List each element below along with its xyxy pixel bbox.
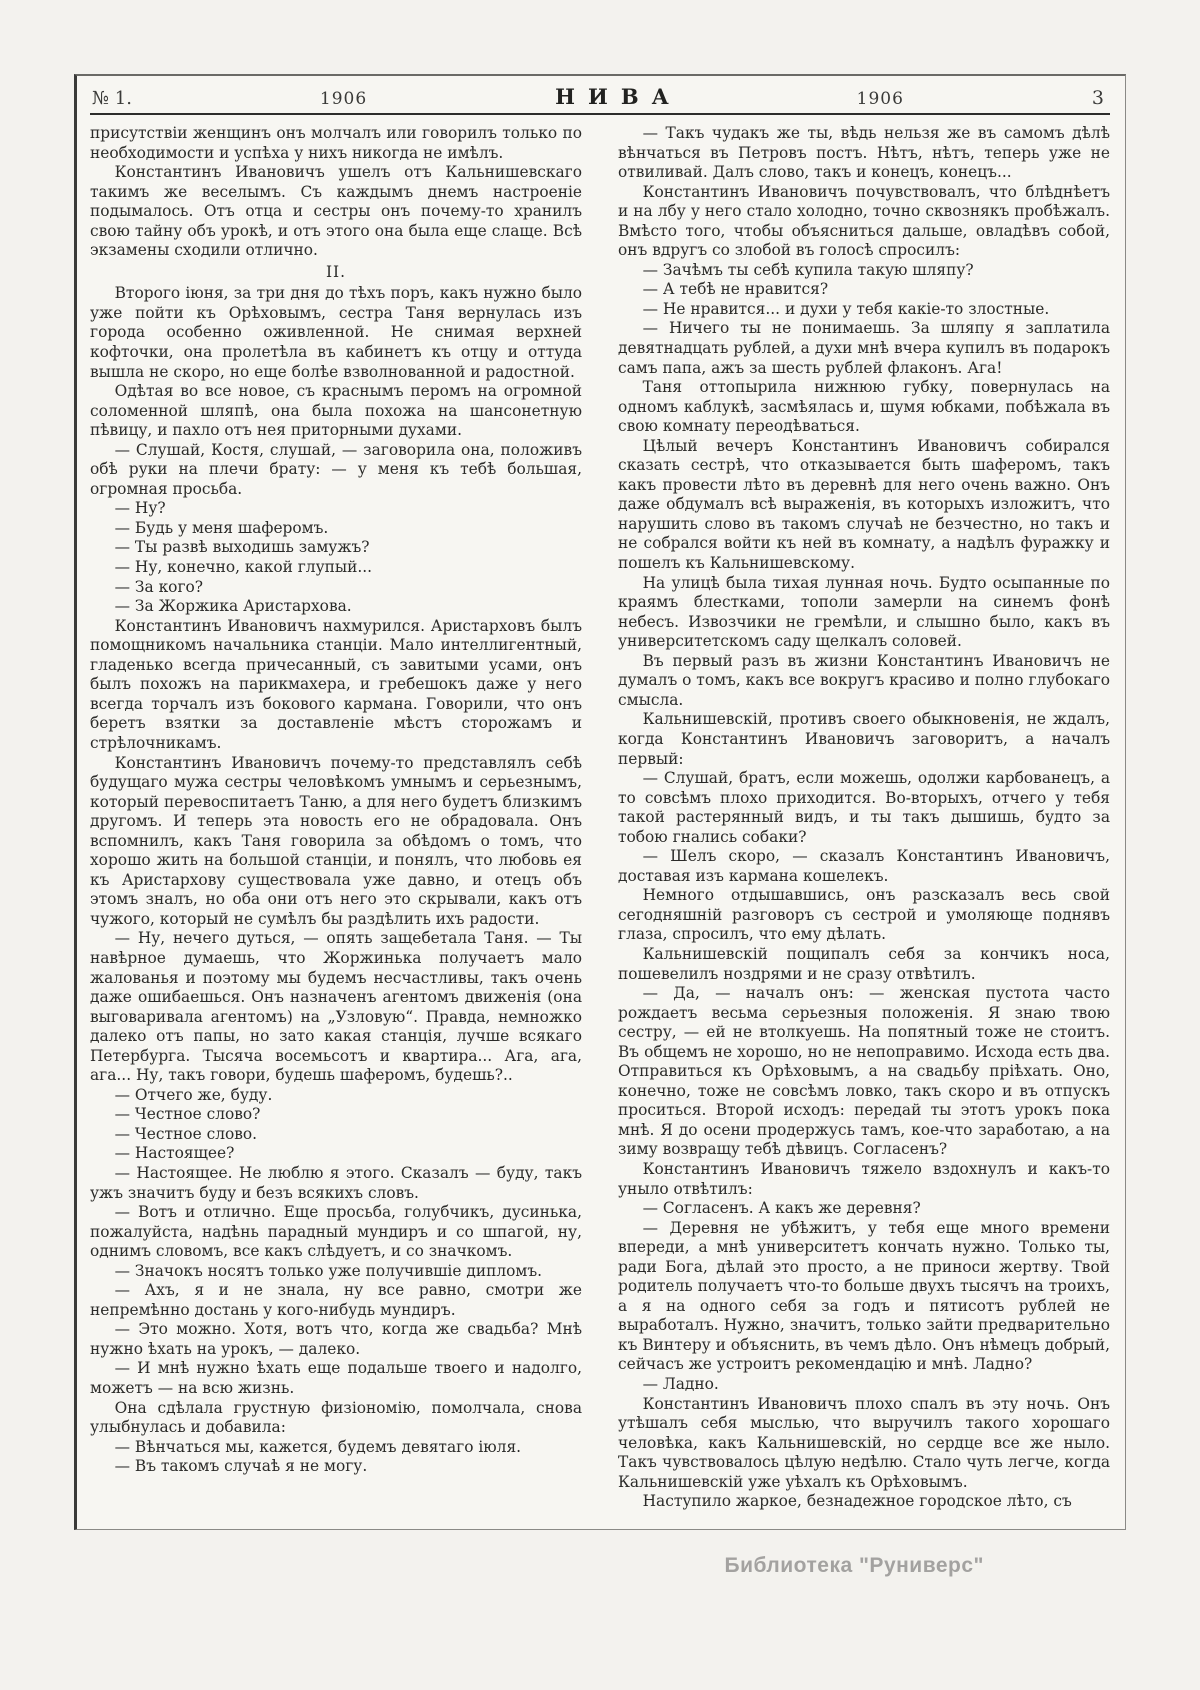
paragraph: Константинъ Ивановичъ плохо спалъ въ эту ночь. Онъ утѣшалъ себя мыслью, что выручилъ такого хорошаго человѣка, какъ Кальнишевскій, но сердце все же ныло. Такъ чувствовалось цѣлую недѣлю. Стало чуть легче, когда Кальнишевскій уже уѣхалъ къ Орѣховымъ. [618, 1394, 1110, 1491]
paragraph: — Ладно. [642, 1375, 719, 1393]
paragraph: — Настоящее. Не люблю я этого. Сказалъ — буду, такъ ужъ значитъ буду и безъ всякихъ словъ. [90, 1163, 582, 1202]
paragraph: — Это можно. Хотя, вотъ что, когда же свадьба? Мнѣ нужно ѣхать на урокъ, — далеко. [90, 1320, 582, 1358]
paragraph: Константинъ Ивановичъ ушелъ отъ Кальнишевскаго такимъ же веселымъ. Съ каждымъ днемъ настроеніе подымалось. Отъ отца и сестры онъ почему-то хранилъ свою тайну объ урокѣ, и отъ этого она была еще слаще. Всѣ экзамены сходили отлично. [90, 163, 582, 260]
paragraph: Немного отдышавшись, онъ разсказалъ весь свой сегодняшній разговоръ съ сестрой и умоляюще поднявъ глаза, спросилъ, что ему дѣлать. [618, 886, 1110, 944]
paragraph: Цѣлый вечеръ Константинъ Ивановичъ собирался сказать сестрѣ, что отказывается быть шаферомъ, такъ какъ провести лѣто въ деревнѣ для него очень важно. Онъ даже обдумалъ всѣ выраженія, въ которыхъ изложитъ, что нарушить слово въ такомъ случаѣ не безчестно, но такъ и не собрался войти къ ней въ комнату, а надѣлъ фуражку и пошелъ къ Кальнишевскому. [618, 436, 1110, 573]
paragraph: — Зачѣмъ ты себѣ купила такую шляпу? [642, 260, 974, 279]
paragraph: — Да, — началъ онъ: — женская пустота часто рождаетъ весьма серьезныя положенія. Я знаю твою сестру, — ей не втолкуешь. На попятный тоже не стоитъ. Въ общемъ не хорошо, но не непоправимо. Исхода есть два. Отправиться къ Орѣховымъ, а на свадьбу пріѣхать. Оно, конечно, тоже не совсѣмъ ловко, такъ скоро и въ отпускъ проситься. Второй исходъ: передай ты этотъ урокъ пока мнѣ. Я до осени продержусь тамъ, кое-что заработаю, а на зиму возвращу тебѣ дѣвицъ. Согласенъ? [618, 984, 1110, 1159]
page-number: 3 [1091, 87, 1104, 109]
paragraph: Одѣтая во все новое, съ краснымъ перомъ на огромной соломенной шляпѣ, она была похожа на шансонетную пѣвицу, и пахло отъ нея приторными духами. [90, 382, 582, 440]
issue-number: № 1. [92, 88, 132, 109]
paragraph: — А тебѣ не нравится? [642, 280, 829, 299]
paragraph: — Ну, конечно, какой глупый... [114, 558, 373, 577]
paragraph: На улицѣ была тихая лунная ночь. Будто осыпанные по краямъ блестками, тополи замерли на синемъ фонѣ небесъ. Извозчики не гремѣли, и слышно было, какъ въ университетскомъ саду щелкалъ соловей. [618, 573, 1110, 651]
paragraph: — Согласенъ. А какъ же деревня? [642, 1199, 921, 1218]
paragraph: — Отчего же, буду. [114, 1085, 273, 1104]
header-year-right: 1906 [856, 89, 904, 109]
paragraph: — Деревня не убѣжитъ, у тебя еще много времени впереди, а мнѣ университетъ кончать нужно. Только ты, ради Бога, дѣлай это просто, а не приноси жертву. Твой родитель получаетъ что-то больше двухъ тысячъ на троихъ, а я на одного себя за годъ и пятисотъ рублей не выработалъ. Нужно, значитъ, только зайти предварительно къ Винтеру и объяснить, въ чемъ дѣло. Онъ нѣмецъ добрый, сейчасъ же устроитъ рекомендацію и мнѣ. Ладно? [618, 1218, 1110, 1374]
section-heading: II. [325, 262, 347, 281]
left-column [90, 124, 582, 1512]
paragraph: Кальнишевскій пощипалъ себя за кончикъ носа, пошевелилъ ноздрями и не сразу отвѣтилъ. [618, 944, 1110, 983]
paragraph: Константинъ Ивановичъ нахмурился. Аристарховъ былъ помощникомъ начальника станціи. Мало интеллигентный, гладенько всегда причесанный, съ завитыми усами, онъ былъ похожъ на парикмахера, и гребешокъ даже у него всегда торчалъ изъ бокового кармана. Говорили, что онъ беретъ взятки за доставленіе мѣстъ сторожамъ и стрѣлочникамъ. [90, 616, 582, 752]
paragraph: Константинъ Ивановичъ почему-то представлялъ себѣ будущаго мужа сестры человѣкомъ умнымъ и серьезнымъ, который перевоспитаетъ Таню, а для него будетъ близкимъ другомъ. И теперь эта новость его не обрадовала. Онъ вспомнилъ, какъ Таня говорила за обѣдомъ о томъ, что хорошо жить на большой станціи, и понялъ, что любовь ея къ Аристархову существовала уже давно, и отецъ объ этомъ зналъ, но оба они отъ него это скрывали, какъ отъ чужого, который не сумѣлъ бы раздѣлить ихъ радости. [90, 753, 582, 928]
paragraph: Кальнишевскій, противъ своего обыкновенія, не ждалъ, когда Константинъ Ивановичъ заговоритъ, а началъ первый: [618, 710, 1110, 768]
paragraph: — Значокъ носятъ только уже получившіе дипломъ. [114, 1261, 543, 1280]
paragraph: — Честное слово. [114, 1124, 258, 1143]
paragraph: — Ну, нечего дуться, — опять защебетала Таня. — Ты навѣрное думаешь, что Жоржинька получаетъ мало жалованья и поэтому мы будемъ несчастливы, такъ очень даже ошибаешься. Онъ назначенъ агентомъ движенія (она выговаривала агентомъ) на „Узловую“. Правда, немножко далеко отъ папы, но зато какая станція, лучше всякаго Петербурга. Тысяча восемьсотъ и квартира... Ага, ага, ага... Ну, такъ говори, будешь шаферомъ, будешь?.. [90, 929, 582, 1085]
paragraph: — За Жоржика Аристархова. [114, 597, 352, 616]
paragraph: Константинъ Ивановичъ почувствовалъ, что блѣднѣетъ и на лбу у него стало холодно, точно сквознякъ пробѣжалъ. Вмѣсто того, чтобы объясниться дальше, овладѣвъ собой, онъ вдругъ со злобой въ голосѣ спросилъ: [618, 182, 1110, 260]
paragraph: — Шелъ скоро, — сказалъ Константинъ Ивановичъ, доставая изъ кармана кошелекъ. [618, 847, 1110, 885]
paragraph: — Ну? [114, 499, 166, 518]
paragraph: — Такъ чудакъ же ты, вѣдь нельзя же въ самомъ дѣлѣ вѣнчаться въ Петровъ постъ. Нѣтъ, нѣтъ, теперь уже не отвиливай. Далъ слово, такъ и конецъ, конецъ... [618, 124, 1110, 182]
paragraph: Въ первый разъ въ жизни Константинъ Ивановичъ не думалъ о томъ, какъ все вокругъ красиво и полно глубокаго смысла. [618, 651, 1110, 709]
header-rule [90, 113, 1110, 115]
header-year-left: 1906 [319, 89, 368, 109]
paragraph: — Вотъ и отлично. Еще просьба, голубчикъ, дусинька, пожалуйста, надѣнь парадный мундиръ и со шпагой, ну, однимъ словомъ, все какъ слѣдуетъ, и со значкомъ. [90, 1203, 582, 1261]
magazine-title: НИВА [555, 84, 682, 109]
paragraph: — Слушай, братъ, если можешь, одолжи карбованецъ, а то совсѣмъ плохо приходится. Во-вторыхъ, отчего у тебя такой растерянный видъ, и ты такъ дышишь, будто за тобою гнались собаки? [618, 769, 1110, 846]
paragraph: — Въ такомъ случаѣ я не могу. [114, 1457, 368, 1476]
paragraph: — Ахъ, я и не знала, ну все равно, смотри же непремѣнно достань у кого-нибудь мундиръ. [90, 1281, 582, 1319]
right-column [618, 124, 1110, 1512]
paragraph: — И мнѣ нужно ѣхать еще подальше твоего и надолго, можетъ — на всю жизнь. [90, 1359, 582, 1397]
library-watermark: Библиотека "Руниверс" [724, 1554, 984, 1577]
paragraph: — Честное слово? [114, 1105, 261, 1124]
paragraph: Таня оттопырила нижнюю губку, повернулась на одномъ каблукѣ, засмѣялась и, шумя юбками, побѣжала въ свою комнату переодѣваться. [618, 378, 1110, 436]
paragraph: Константинъ Ивановичъ тяжело вздохнулъ и какъ-то уныло отвѣтилъ: [618, 1159, 1110, 1198]
paragraph: — Не нравится... и духи у тебя какіе-то злостные. [642, 299, 1050, 318]
paragraph: — За кого? [114, 577, 204, 596]
paragraph: — Ничего ты не понимаешь. За шляпу я заплатила девятнадцать рублей, а духи мнѣ вчера купилъ въ подарокъ самъ папа, ажъ за шесть рублей флаконъ. Ага! [618, 319, 1110, 377]
paragraph: — Слушай, Костя, слушай, — заговорила она, положивъ обѣ руки на плечи брату: — у меня къ тебѣ большая, огромная просьба. [90, 440, 582, 498]
paragraph: Наступило жаркое, безнадежное городское лѣто, съ [642, 1492, 1072, 1511]
paragraph: присутствіи женщинъ онъ молчалъ или говорилъ только по необходимости и успѣха у нихъ никогда не имѣлъ. [90, 124, 582, 162]
paragraph: — Ты развѣ выходишь замужъ? [114, 538, 370, 557]
paragraph: Она сдѣлала грустную физіономію, помолчала, снова улыбнулась и добавила: [90, 1398, 582, 1437]
paragraph: — Будь у меня шаферомъ. [114, 518, 329, 537]
paragraph: — Настоящее? [114, 1144, 235, 1163]
page-header [90, 83, 1110, 112]
page-scan [74, 74, 1126, 1530]
article-body [90, 124, 1110, 1512]
paragraph: Второго іюня, за три дня до тѣхъ поръ, какъ нужно было уже пойти къ Орѣховымъ, сестра Таня вернулась изъ города особенно оживленной. Не снимая верхней кофточки, она пролетѣла въ кабинетъ къ отцу и оттуда вышла не скоро, но еще болѣе взволнованной и радостной. [90, 284, 582, 381]
paragraph: — Вѣнчаться мы, кажется, будемъ девятаго іюля. [114, 1437, 522, 1456]
